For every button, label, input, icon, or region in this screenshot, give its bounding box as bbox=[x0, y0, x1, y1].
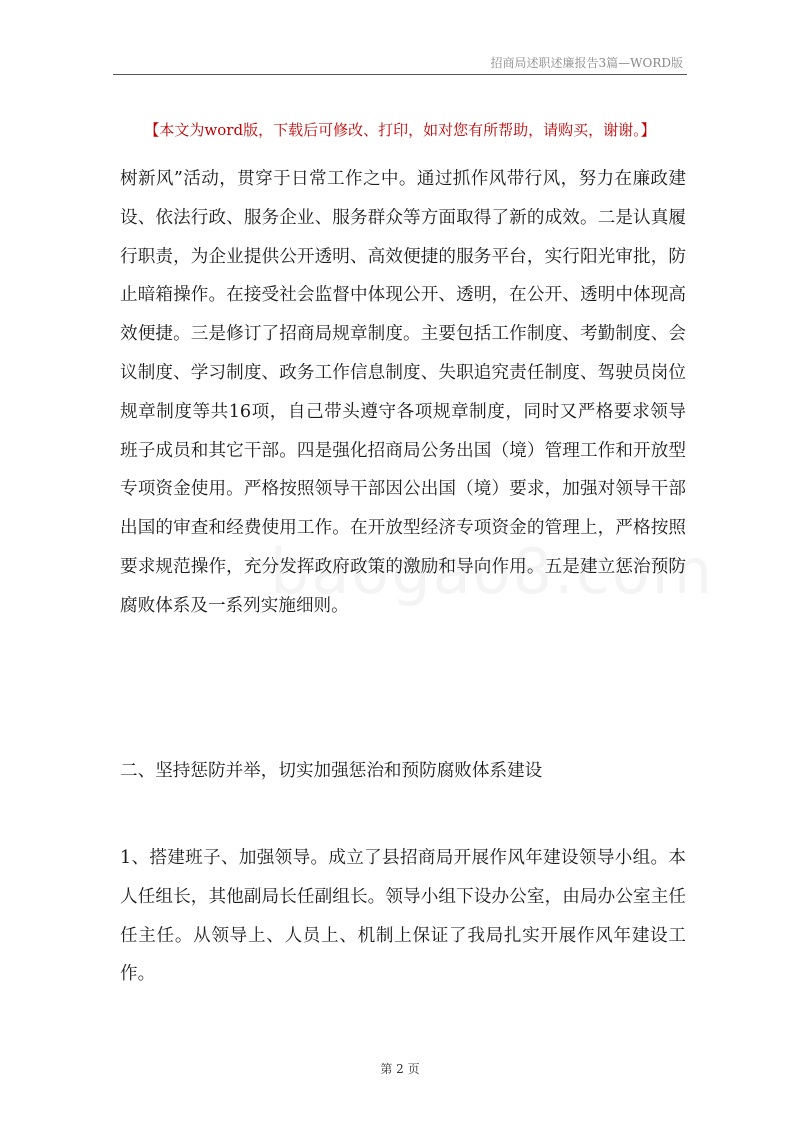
section-heading: 二、坚持惩防并举，切实加强惩治和预防腐败体系建设 bbox=[120, 761, 543, 781]
body-paragraph: 树新风”活动，贯穿于日常工作之中。通过抓作风带行风，努力在廉政建设、依法行政、服务企业、服务群众等方面取得了新的成效。二是认真履行职责，为企业提供公开透明、高效便捷的服务平台，实行阳光审批，防止暗箱操作。在接受社会监督中体现公开、透明，在公开、透明中体现高效便捷。三是修订了招商局规章制度。主要包括工作制度、考勤制度、会议制度、学习制度、政务工作信息制度、失职追究责任制度、驾驶员岗位规章制度等共16项，自己带头遵守各项规章制度，同时又严格要求领导班子成员和其它干部。四是强化招商局公务出国（境）管理工作和开放型专项资金使用。严格按照领导干部因公出国（境）要求，加强对领导干部出国的审查和经费使用工作。在开放型经济专项资金的管理上，严格按照要求规范操作，充分发挥政府政策的激励和导向作用。五是建立惩治预防腐败体系及一系列实施细则。 bbox=[120, 169, 686, 616]
header-divider bbox=[113, 74, 687, 75]
download-notice: 【本文为word版，下载后可修改、打印，如对您有所帮助，请购买，谢谢。】 bbox=[144, 121, 656, 139]
running-header: 招商局述职述廉报告3篇—WORD版 bbox=[490, 56, 683, 70]
body-paragraph: 1、搭建班子、加强领导。成立了县招商局开展作风年建设领导小组。本人任组长，其他副局长任副组长。领导小组下设办公室，由局办公室主任任主任。从领导上、人员上、机制上保证了我局扎实开展作风年建设工作。 bbox=[120, 848, 686, 985]
watermark bbox=[270, 535, 714, 608]
page-number: 第 2 页 bbox=[380, 1062, 420, 1076]
